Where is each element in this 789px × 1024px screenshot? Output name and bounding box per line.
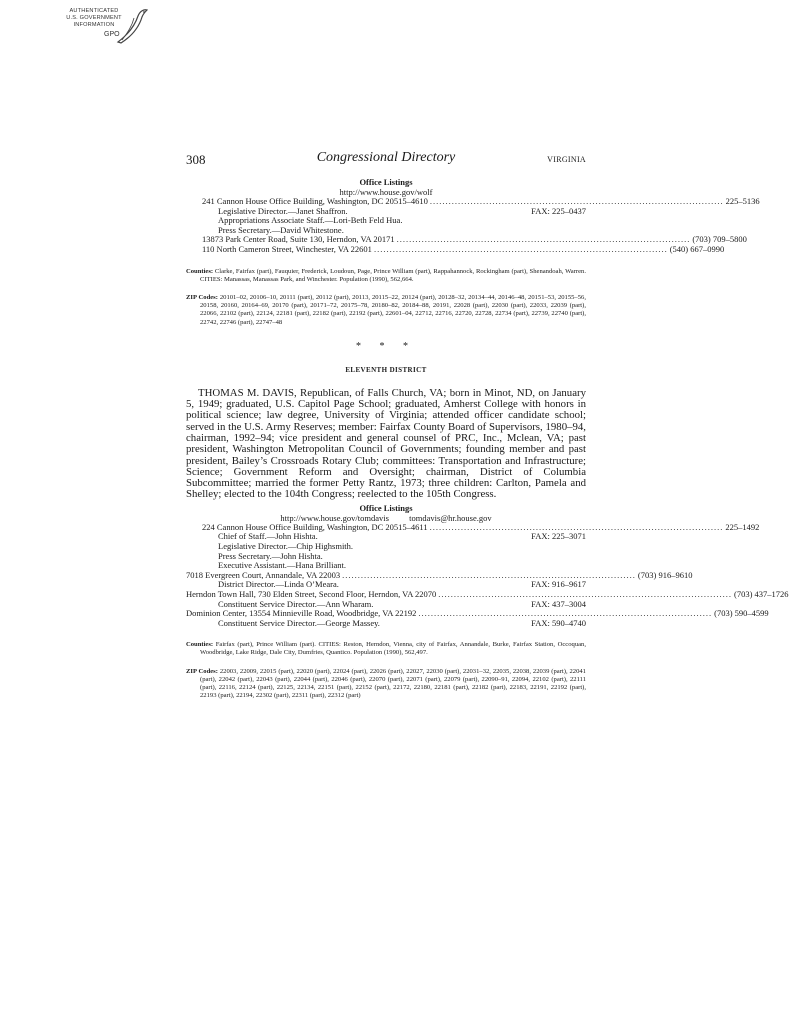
- office-staff-row: District Director.—Linda O’Meara. FAX: 916–9617: [218, 579, 586, 590]
- office-staff-row: Executive Assistant.—Hana Brilliant.: [218, 560, 346, 571]
- office-staff-row: Constituent Service Director.—Ann Wharam. FAX: 437–3004: [218, 598, 586, 609]
- office-staff-row: Press Secretary.—John Hishta.: [218, 550, 323, 561]
- davis-office-listings-heading: Office Listings: [359, 502, 413, 513]
- office-staff-row: Legislative Director.—Chip Highsmith.: [218, 540, 354, 551]
- office-address-row: 224 Cannon House Office Building, Washington, DC 20515–4611 .............................................................................................. 225–1492: [202, 521, 760, 532]
- office-staff-row: Legislative Director.—Janet Shaffron. FAX: 225–0437: [218, 205, 586, 216]
- davis-office-list: [186, 521, 789, 629]
- eagle-icon: [112, 6, 150, 46]
- state-label: VIRGINIA: [547, 155, 586, 164]
- davis-counties: Counties: Fairfax (part), Prince William (part). CITIES: Reston, Herndon, Vienna, city of Fairfax, Annandale, Burke, Fairfax Station, Occoquan, Woodbridge, Lake Ridge, Dale City, Dumfries, Quantico. Population (1990), 562,497.: [186, 641, 586, 657]
- office-staff-row: Appropriations Associate Staff.—Lori-Beth Feld Hua.: [218, 215, 403, 226]
- wolf-office-list: [186, 196, 760, 255]
- davis-zip-codes: ZIP Codes: 22003, 22009, 22015 (part), 22020 (part), 22024 (part), 22026 (part), 22027, 22030 (part), 22031–32, 22035, 22038, 22039 (part), 22041 (part), 22042 (part), 22043 (part), 22044 (part), 22046 (part), 22070 (part), 22071 (part), 22079 (part), 22090–91, 22094, 22102 (part), 22111 (part), 22116, 22124 (part), 22125, 22134, 22151 (part), 22152 (part), 22172, 22180, 22181 (part), 22182 (part), 22183, 22191, 22192 (part), 22193 (part), 22194, 22302 (part), 22311 (part), 22312 (part): [186, 667, 586, 700]
- logo-text-information: INFORMATION: [73, 22, 115, 28]
- page-number: 308: [186, 152, 206, 167]
- office-staff-row: Constituent Service Director.—George Massey. FAX: 590–4740: [218, 617, 586, 628]
- office-address-row: 13873 Park Center Road, Suite 130, Herndon, VA 20171 .............................................................................................. (703) 709–5800: [202, 234, 747, 245]
- page-header: [186, 150, 586, 172]
- logo-text-gpo: GPO: [104, 31, 120, 38]
- office-address-row: Herndon Town Hall, 730 Elden Street, Second Floor, Herndon, VA 22070 .............................................................................................. (703) 437–1726: [186, 588, 789, 599]
- office-address-row: 7018 Evergreen Court, Annandale, VA 22003 .............................................................................................. (703) 916–9610: [186, 569, 693, 580]
- wolf-counties: Counties: Clarke, Fairfax (part), Fauquier, Frederick, Loudoun, Page, Prince William (part), Rappahannock, Rockingham (part), Shenandoah, Warren. CITIES: Manassas, Manassas Park, and Winchester. Population (1990), 562,664.: [186, 267, 586, 283]
- directory-page: [186, 150, 789, 701]
- logo-text-authenticated: AUTHENTICATED: [69, 8, 119, 14]
- office-address-row: 241 Cannon House Office Building, Washington, DC 20515–4610 .............................................................................................. 225–5136: [202, 196, 760, 206]
- office-staff-row: Press Secretary.—David Whitestone.: [218, 224, 344, 235]
- office-address-row: Dominion Center, 13554 Minnieville Road, Woodbridge, VA 22192 .............................................................................................. (703) 590–4599: [186, 608, 769, 619]
- section-separator: * * *: [356, 340, 416, 352]
- davis-website: http://www.house.gov/tomdavis: [280, 512, 389, 523]
- office-staff-row: Chief of Staff.—John Hishta. FAX: 225–3071: [218, 531, 586, 542]
- davis-biography: THOMAS M. DAVIS, Republican, of Falls Church, VA; born in Minot, ND, on January 5, 1949; graduated, U.S. Capitol Page School; graduated, Amherst College with honors in political science; law degree, University of Virginia; attended officer candidate school; served in the U.S. Army Reserves; member: Fairfax County Board of Supervisors, 1980–94, chairman, 1992–94; vice president and general counsel of PRC, Inc., Mclean, VA; past president, Washington Metropolitan Council of Governments; founding member and past president, Bailey’s Crossroads Rotary Club; committees: Transportation and Infrastructure; Science; Government Reform and Oversight; chairman, District of Columbia Subcommittee; married the former Petty Rantz, 1973; three children: Carlton, Pamela and Shelley; elected to the 104th Congress; reelected to the 105th Congress.: [186, 386, 586, 501]
- logo-text-government: U.S. GOVERNMENT: [66, 15, 122, 21]
- davis-email: tomdavis@hr.house.gov: [409, 512, 492, 523]
- page-title: Congressional Directory: [316, 150, 456, 165]
- wolf-website: http://www.house.gov/wolf: [339, 187, 433, 197]
- office-address-row: 110 North Cameron Street, Winchester, VA 22601 .............................................................................................. (540) 667–0990: [202, 243, 725, 254]
- wolf-office-listings-heading: Office Listings: [359, 177, 413, 187]
- district-heading: ELEVENTH DISTRICT: [345, 365, 427, 374]
- wolf-zip-codes: ZIP Codes: 20101–02, 20106–10, 20111 (part), 20112 (part), 20113, 20115–22, 20124 (part), 20128–32, 20134–44, 20146–48, 20151–53, 20155–56, 20158, 20160, 20164–69, 20170 (part), 20171–72, 20175–78, 20180–82, 20184–88, 20191, 22028 (part), 22030 (part), 22033, 22039 (part), 22066, 22102 (part), 22124, 22181 (part), 22182 (part), 22192 (part), 22601–04, 22712, 22716, 22720, 22728, 22734 (part), 22739, 22740 (part), 22742, 22746 (part), 22747–48: [186, 293, 586, 326]
- gpo-authentication-logo: [62, 6, 152, 48]
